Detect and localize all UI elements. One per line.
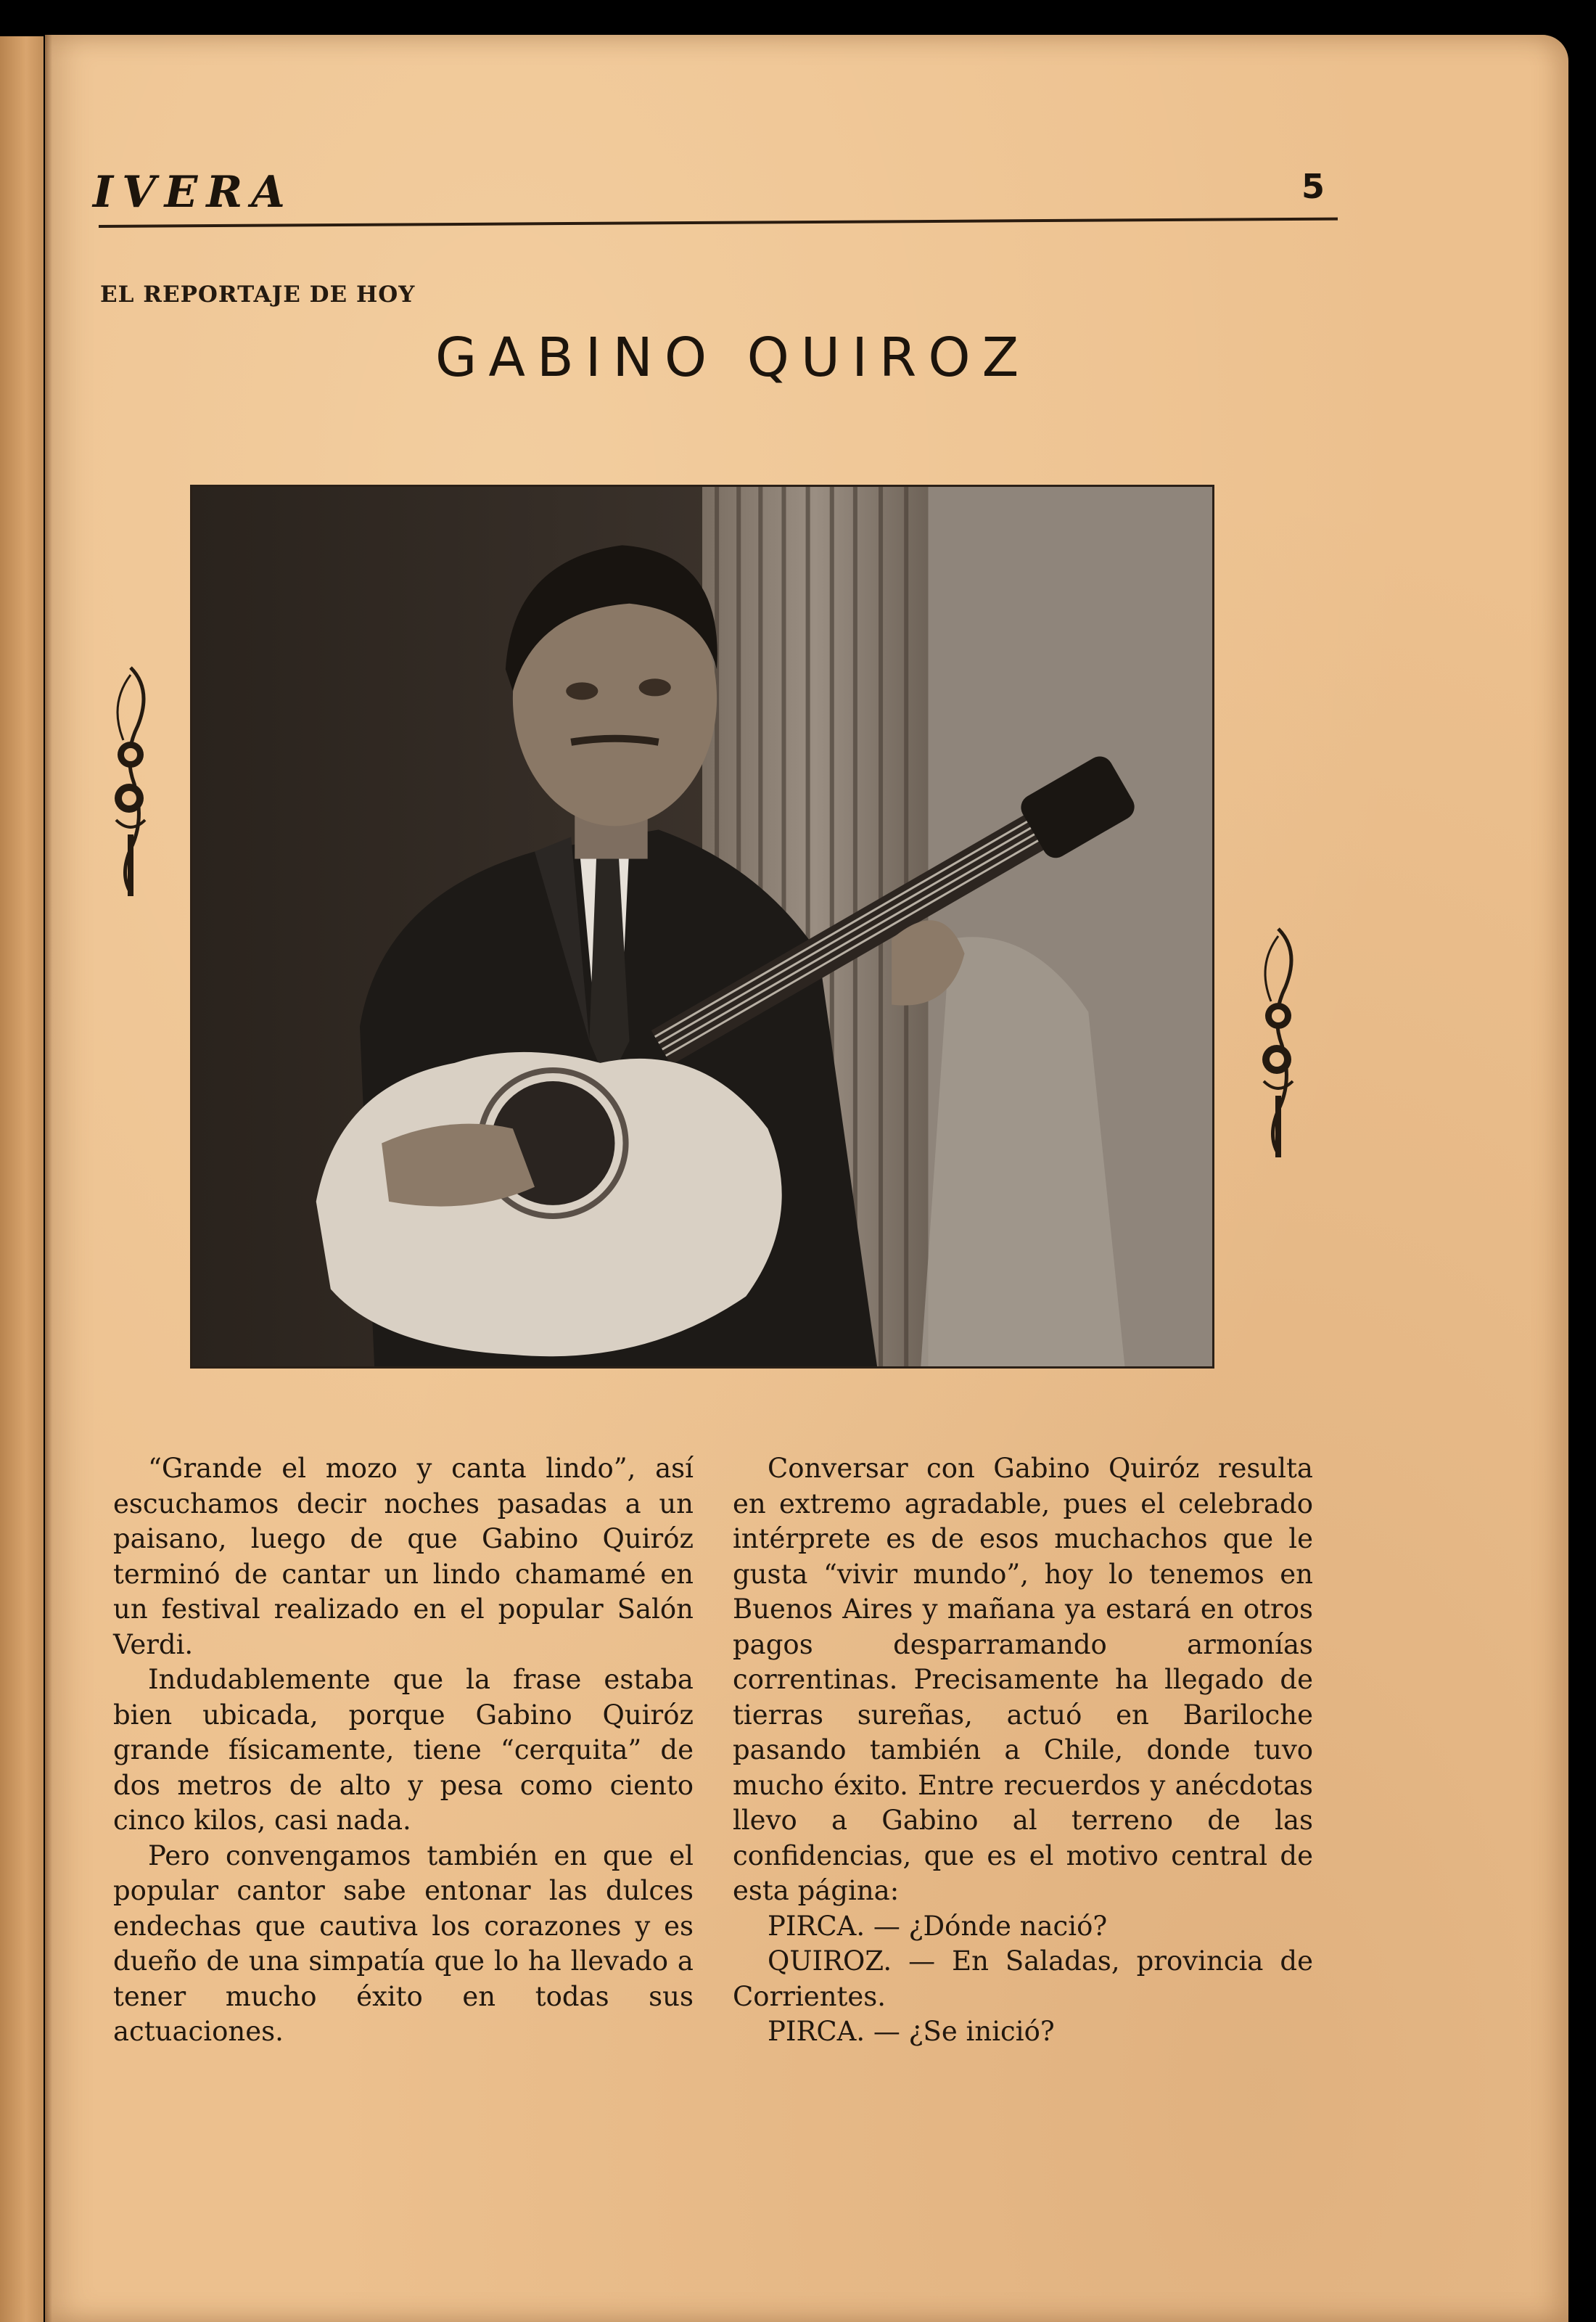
paragraph: Indudablemente que la frase estaba bien ubicada, porque Gabino Quiróz grande físicamente, tiene “cerquita” de dos metros de alto y pesa como ciento cinco kilos, casi nada. [113,1664,694,1836]
article-title: GABINO QUIROZ [435,327,1031,389]
rose-vine-ornament-right [1249,922,1307,1161]
rose-vine-ornament-left [102,660,160,900]
paragraph: Pero convengamos también en que el popular cantor sabe entonar las dulces endechas que cautiva los corazones y es dueño de una simpatía que lo ha llevado a tener mucho éxito en todas sus actuaciones. [113,1839,694,2047]
musician-with-guitar-photo [190,485,1214,1369]
page-number: 5 [1301,167,1325,206]
article-column-left [113,1451,694,2050]
article-column-right [733,1451,1313,2050]
paragraph: “Grande el mozo y canta lindo”, así escuchamos decir noches pasadas a un paisano, luego de que Gabino Quiróz terminó de cantar un lindo chamamé en un festival realizado en el popular Salón Verdi. [113,1453,694,1660]
interview-question: PIRCA. — ¿Se inició? [768,2016,1055,2047]
interview-answer: QUIROZ. — En Saladas, provincia de Corrientes. [733,1945,1313,2012]
running-head-title: IVERA [93,167,294,218]
paragraph: Conversar con Gabino Quiróz resulta en extremo agradable, pues el celebrado intérprete es de esos muchachos que le gusta “vivir mundo”, hoy lo tenemos en Buenos Aires y mañana ya estará en otros pagos desparramando armonías correntinas. Precisamente ha llegado de tierras sureñas, actuó en Bariloche pasando también a Chile, donde tuvo mucho éxito. Entre recuerdos y anécdotas llevo a Gabino al terreno de las confidencias, que es el motivo central de esta página: [733,1453,1313,1906]
page-gutter [45,35,52,2322]
section-kicker: EL REPORTAJE DE HOY [100,282,416,308]
previous-page-edge [0,36,44,2322]
interview-question: PIRCA. — ¿Dónde nació? [768,1910,1108,1942]
